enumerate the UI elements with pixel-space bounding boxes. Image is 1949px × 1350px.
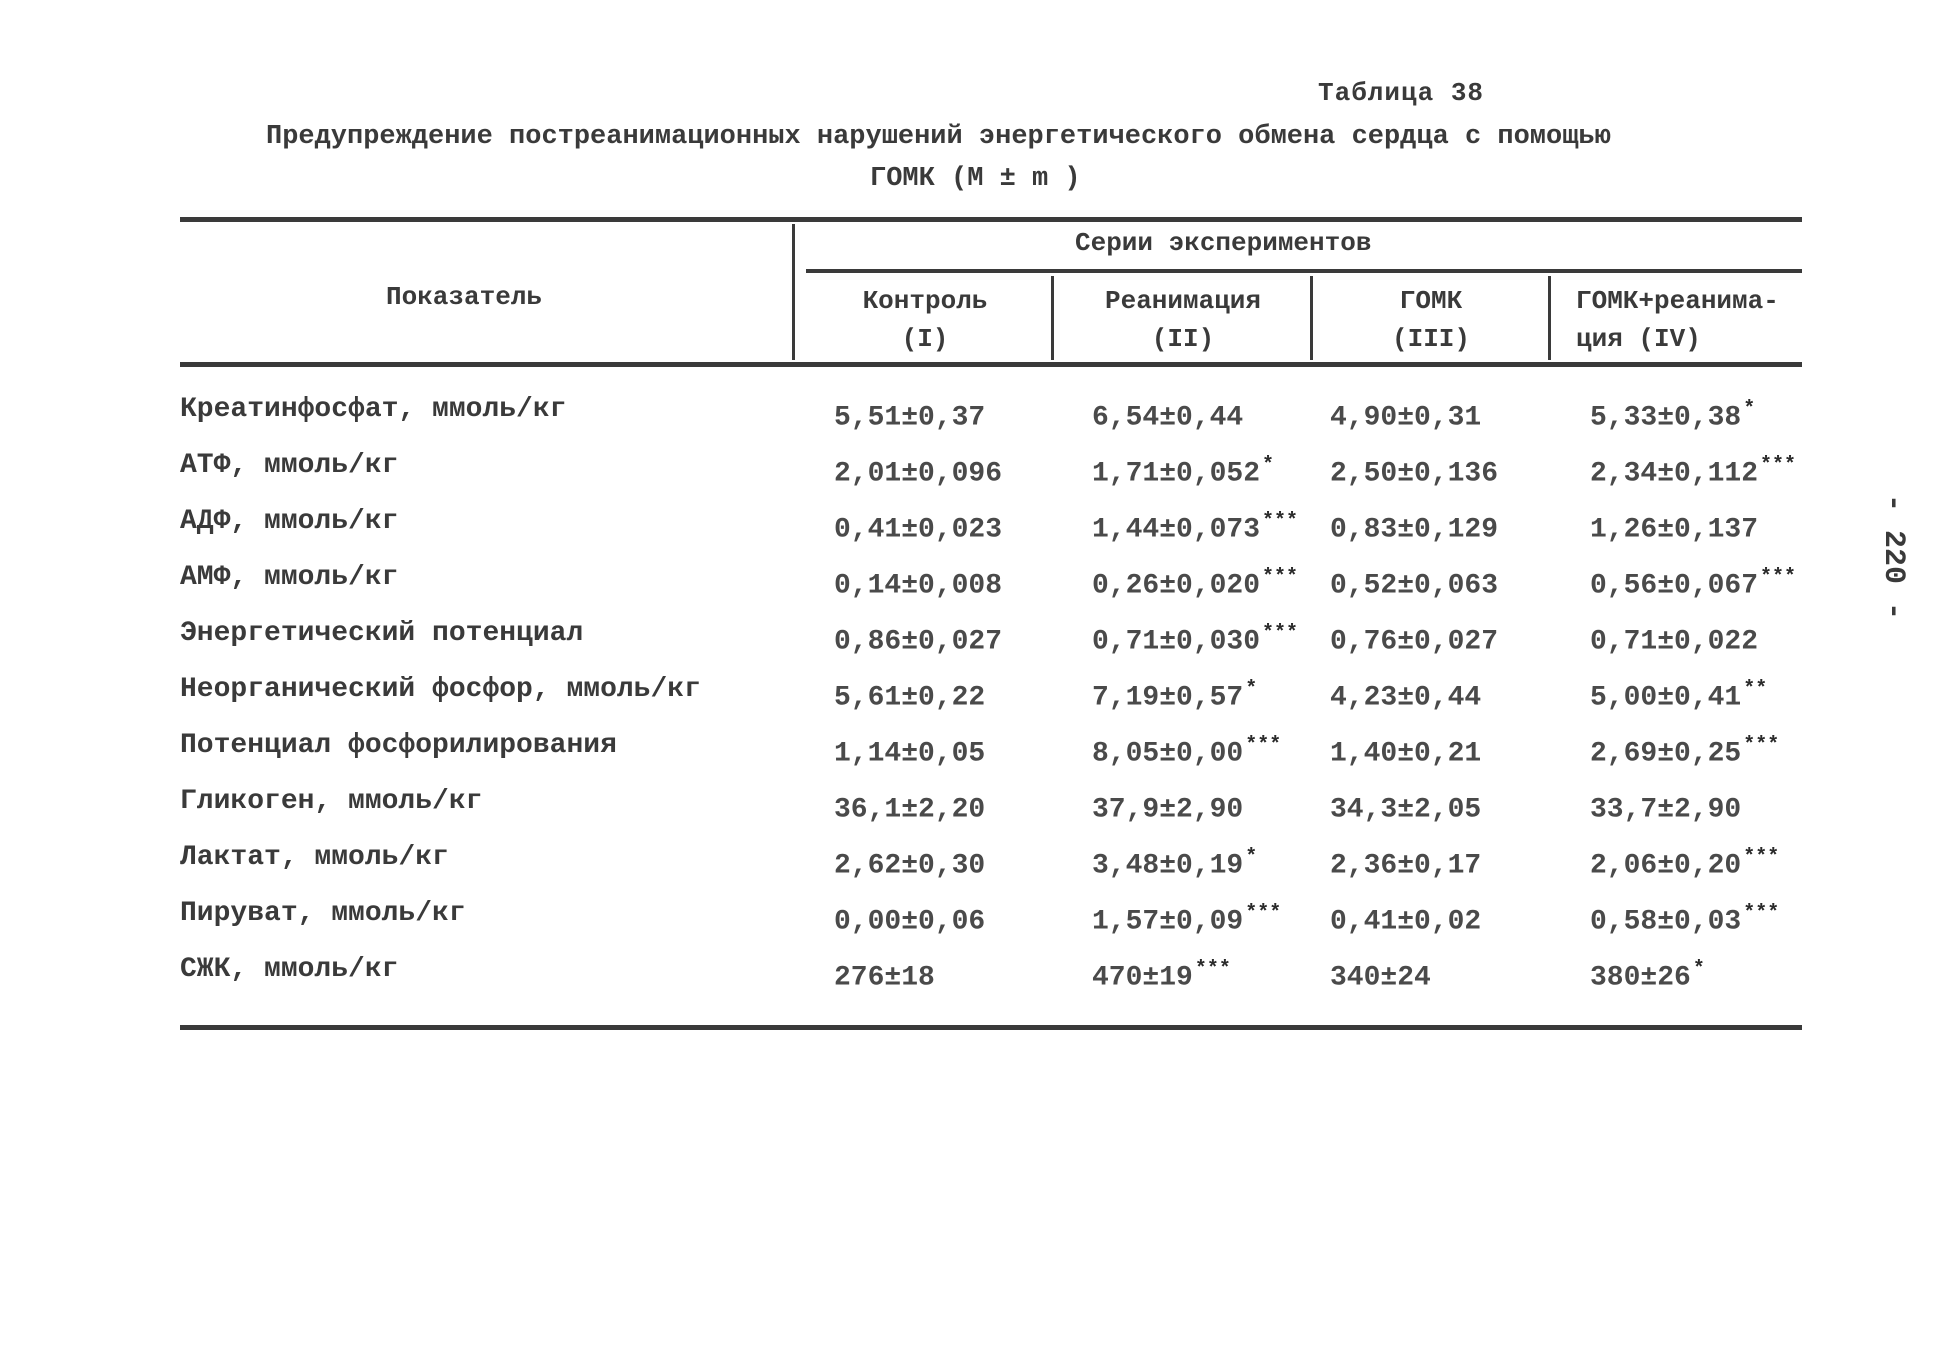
table-row (0, 782, 1949, 838)
table-row (0, 670, 1949, 726)
value-gomk: 2,36±0,17 (1330, 850, 1482, 882)
row-label: Гликоген, ммоль/кг (180, 786, 483, 817)
value-reanimation: 37,9±2,90 (1092, 794, 1244, 826)
row-label: Потенциал фосфорилирования (180, 730, 617, 761)
row-label: Креатинфосфат, ммоль/кг (180, 394, 567, 425)
table-row (0, 838, 1949, 894)
value-gomk: 4,23±0,44 (1330, 682, 1482, 714)
column-header-line1: ГОМК (1399, 286, 1463, 316)
value-control: 2,62±0,30 (834, 850, 986, 882)
header-divider-1 (1051, 276, 1054, 360)
value-gomk: 2,50±0,136 (1330, 458, 1499, 490)
table-row (0, 390, 1949, 446)
row-label: Неорганический фосфор, ммоль/кг (180, 674, 701, 705)
table-row (0, 502, 1949, 558)
value-gomk-reanimation: 2,69±0,25 *** (1590, 734, 1780, 770)
table-row (0, 446, 1949, 502)
row-label: АДФ, ммоль/кг (180, 506, 399, 537)
value-control: 36,1±2,20 (834, 794, 986, 826)
column-header-line1: Реанимация (1104, 286, 1262, 316)
column-header-line2: (III) (1391, 324, 1470, 354)
header-divider-main (792, 224, 795, 360)
value-gomk-reanimation: 0,71±0,022 (1590, 626, 1759, 658)
value-gomk: 1,40±0,21 (1330, 738, 1482, 770)
header-bottom-rule (180, 362, 1802, 367)
column-header-line2: (II) (1151, 324, 1215, 354)
row-label: Лактат, ммоль/кг (180, 842, 449, 873)
value-control: 1,14±0,05 (834, 738, 986, 770)
value-control: 5,61±0,22 (834, 682, 986, 714)
value-gomk-reanimation: 0,58±0,03 *** (1590, 902, 1780, 938)
value-gomk-reanimation: 33,7±2,90 (1590, 794, 1742, 826)
value-gomk: 0,76±0,027 (1330, 626, 1499, 658)
column-header-line1: Контроль (862, 286, 988, 316)
column-header-control (800, 282, 1050, 358)
value-gomk-reanimation: 2,34±0,112 *** (1590, 454, 1797, 490)
table-title-line2: ГОМК (M ± m ) (870, 164, 1081, 194)
value-gomk: 4,90±0,31 (1330, 402, 1482, 434)
header-divider-3 (1548, 276, 1551, 360)
indicator-header: Показатель (386, 282, 543, 312)
series-sub-rule (806, 269, 1802, 273)
value-reanimation: 3,48±0,19 * (1092, 846, 1258, 882)
value-control: 0,00±0,06 (834, 906, 986, 938)
column-header-line1: ГОМК+реанима- (1576, 286, 1779, 316)
value-reanimation: 8,05±0,00 *** (1092, 734, 1282, 770)
value-gomk-reanimation: 380±26 * (1590, 958, 1705, 994)
table-body (0, 390, 1949, 1006)
table-row (0, 894, 1949, 950)
table-row (0, 558, 1949, 614)
table-top-rule (180, 217, 1802, 222)
row-label: АМФ, ммоль/кг (180, 562, 399, 593)
value-reanimation: 7,19±0,57 * (1092, 678, 1258, 714)
value-gomk: 0,41±0,02 (1330, 906, 1482, 938)
series-header: Серии экспериментов (1075, 228, 1372, 258)
table-row (0, 726, 1949, 782)
value-gomk-reanimation: 2,06±0,20 *** (1590, 846, 1780, 882)
value-reanimation: 0,26±0,020 *** (1092, 566, 1299, 602)
value-gomk: 0,83±0,129 (1330, 514, 1499, 546)
value-gomk-reanimation: 5,00±0,41 ** (1590, 678, 1768, 714)
page-number: - 220 - (1876, 493, 1911, 621)
value-gomk-reanimation: 0,56±0,067 *** (1590, 566, 1797, 602)
value-reanimation: 1,71±0,052 * (1092, 454, 1275, 490)
value-gomk: 340±24 (1330, 962, 1431, 994)
value-gomk-reanimation: 1,26±0,137 (1590, 514, 1759, 546)
value-reanimation: 6,54±0,44 (1092, 402, 1244, 434)
value-reanimation: 0,71±0,030 *** (1092, 622, 1299, 658)
value-control: 0,41±0,023 (834, 514, 1003, 546)
value-control: 0,86±0,027 (834, 626, 1003, 658)
row-label: Пируват, ммоль/кг (180, 898, 466, 929)
table-row (0, 614, 1949, 670)
table-title-line1: Предупреждение постреанимационных нарушений энергетического обмена сердца с помощью (266, 122, 1611, 152)
value-control: 0,14±0,008 (834, 570, 1003, 602)
value-gomk: 34,3±2,05 (1330, 794, 1482, 826)
column-header-line2: ция (IV) (1576, 324, 1701, 354)
row-label: Энергетический потенциал (180, 618, 584, 649)
table-number: Таблица 38 (1318, 78, 1485, 108)
table-bottom-rule (180, 1025, 1802, 1030)
column-header-line2: (I) (901, 324, 949, 354)
value-gomk-reanimation: 5,33±0,38 * (1590, 398, 1756, 434)
value-reanimation: 1,44±0,073 *** (1092, 510, 1299, 546)
table-row (0, 950, 1949, 1006)
column-header-gomk (1316, 282, 1546, 358)
value-reanimation: 1,57±0,09 *** (1092, 902, 1282, 938)
value-control: 276±18 (834, 962, 935, 994)
value-gomk: 0,52±0,063 (1330, 570, 1499, 602)
value-control: 2,01±0,096 (834, 458, 1003, 490)
row-label: АТФ, ммоль/кг (180, 450, 399, 481)
row-label: СЖК, ммоль/кг (180, 954, 399, 985)
value-reanimation: 470±19 *** (1092, 958, 1231, 994)
column-header-reanimation (1058, 282, 1308, 358)
value-control: 5,51±0,37 (834, 402, 986, 434)
column-header-gomk-reanimation (1556, 282, 1802, 358)
header-divider-2 (1310, 276, 1313, 360)
